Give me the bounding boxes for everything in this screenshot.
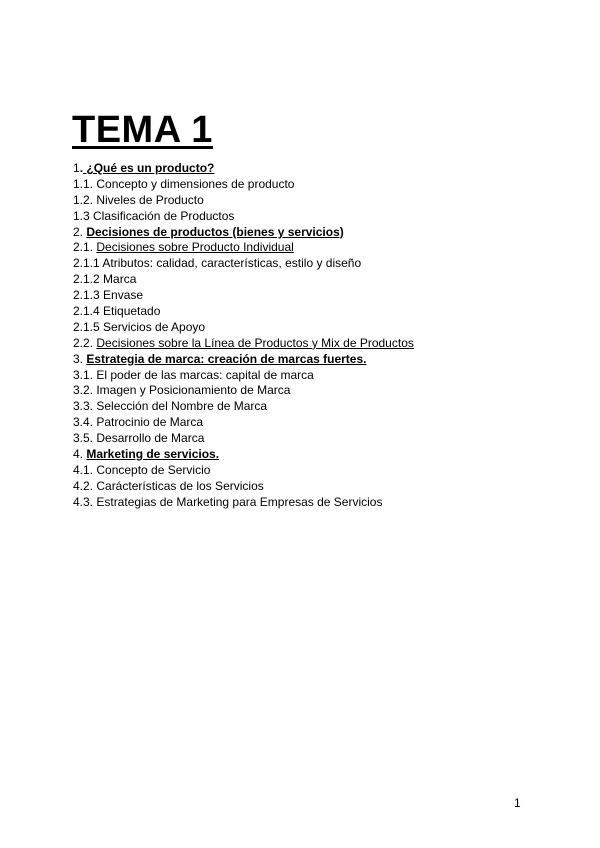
toc-subsection-2-1 [73, 240, 573, 256]
toc-item: 2.1.4 Etiquetado [73, 304, 161, 319]
section-title: Marketing de servicios. [86, 447, 220, 462]
toc-item: 1.1. Concepto y dimensiones de producto [73, 176, 295, 191]
section-number: 4. [73, 447, 87, 462]
page-title: TEMA 1 [72, 109, 213, 151]
toc-section-3 [73, 352, 573, 368]
toc-item: 2.1.5 Servicios de Apoyo [73, 319, 206, 334]
toc-section-2 [73, 225, 573, 241]
section-title: Decisiones de productos (bienes y servicios) [86, 224, 344, 239]
section-number: 2. [73, 224, 87, 239]
toc-subsection-2-2 [73, 336, 573, 352]
section-number: 3. [73, 351, 87, 366]
toc-item: 1.3 Clasificación de Productos [73, 208, 235, 223]
toc-item: 4.2. Carácterísticas de los Servicios [73, 478, 264, 493]
toc-item: 3.1. El poder de las marcas: capital de marca [73, 367, 314, 382]
section-number: 1 [73, 161, 80, 175]
subsection-number: 2.1. [73, 240, 97, 255]
toc-item: 4.3. Estrategias de Marketing para Empresas de Servicios [73, 494, 383, 509]
toc-section-4 [73, 447, 573, 463]
toc-section-1 [73, 161, 573, 177]
section-number-dot: . [79, 161, 84, 175]
toc-item: 2.1.1 Atributos: calidad, características, estilo y diseño [73, 256, 362, 271]
page-number: 1 [514, 796, 521, 810]
toc-item: 2.1.2 Marca [73, 272, 137, 287]
section-title: ¿Qué es un producto? [83, 161, 215, 175]
toc-item: 3.2. Imagen y Posicionamiento de Marca [73, 383, 291, 398]
toc-item: 2.1.3 Envase [73, 288, 144, 303]
toc-item: 1.2. Niveles de Producto [73, 192, 204, 207]
toc-item: 3.4. Patrocinio de Marca [73, 415, 204, 430]
toc-item: 4.1. Concepto de Servicio [73, 462, 211, 477]
subsection-title: Decisiones sobre la Línea de Productos y Mix de Productos [96, 335, 414, 350]
toc-item: 3.3. Selección del Nombre de Marca [73, 399, 268, 414]
section-title: Estrategia de marca: creación de marcas fuertes. [86, 351, 367, 366]
subsection-title: Decisiones sobre Producto Individual [96, 240, 294, 255]
subsection-number: 2.2. [73, 335, 97, 350]
table-of-contents [73, 161, 573, 511]
toc-item: 3.5. Desarrollo de Marca [73, 431, 205, 446]
